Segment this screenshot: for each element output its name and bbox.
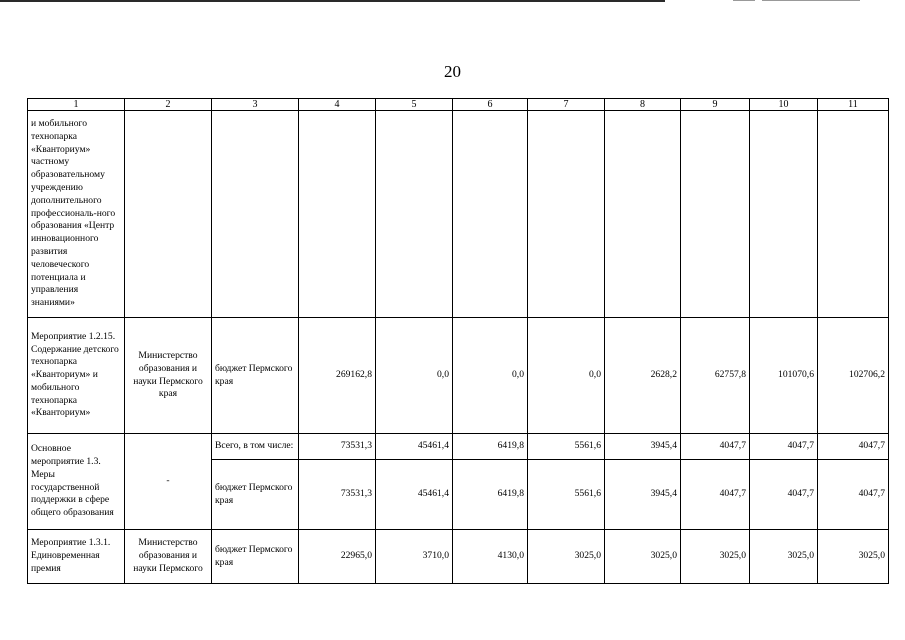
- value-cell: 4047,7: [750, 434, 818, 460]
- value-cell: 0,0: [528, 318, 605, 434]
- value-cell: 102706,2: [818, 318, 889, 434]
- funding-source: бюджет Пермского края: [212, 318, 299, 434]
- column-header: 8: [605, 99, 681, 111]
- column-header: 1: [28, 99, 125, 111]
- activity-name: Основное мероприятие 1.3. Меры государственной поддержки в сфере общего образования: [28, 434, 125, 530]
- column-header: 2: [125, 99, 212, 111]
- value-cell: 45461,4: [376, 434, 453, 460]
- empty-cell: [212, 111, 299, 318]
- column-header: 3: [212, 99, 299, 111]
- empty-cell: [453, 111, 528, 318]
- column-header: 4: [299, 99, 376, 111]
- value-cell: 269162,8: [299, 318, 376, 434]
- value-cell: 3025,0: [818, 530, 889, 584]
- column-header: 5: [376, 99, 453, 111]
- empty-cell: [528, 111, 605, 318]
- activity-name: Мероприятие 1.3.1. Единовременная премия: [28, 530, 125, 584]
- executor: -: [125, 434, 212, 530]
- column-header: 11: [818, 99, 889, 111]
- value-cell: 4047,7: [750, 460, 818, 530]
- value-cell: 6419,8: [453, 434, 528, 460]
- funding-source: Всего, в том числе:: [212, 434, 299, 460]
- empty-cell: [818, 111, 889, 318]
- value-cell: 3025,0: [605, 530, 681, 584]
- value-cell: 6419,8: [453, 460, 528, 530]
- value-cell: 3945,4: [605, 434, 681, 460]
- column-number-row: [28, 99, 889, 111]
- budget-table: [27, 98, 889, 584]
- value-cell: 22965,0: [299, 530, 376, 584]
- activity-name: Мероприятие 1.2.15. Содержание детского технопарка «Кванториум» и мобильного технопарка «Кванториум»: [28, 318, 125, 434]
- activity-name: и мобильного технопарка «Кванториум» частному образовательному учреждению дополнительного профессиональ-ного образования «Центр инновационного развития человеческого потенциала и управления знаниями»: [28, 111, 125, 318]
- value-cell: 45461,4: [376, 460, 453, 530]
- value-cell: 3710,0: [376, 530, 453, 584]
- value-cell: 5561,6: [528, 434, 605, 460]
- value-cell: 0,0: [376, 318, 453, 434]
- empty-cell: [605, 111, 681, 318]
- value-cell: 2628,2: [605, 318, 681, 434]
- value-cell: 5561,6: [528, 460, 605, 530]
- empty-cell: [125, 111, 212, 318]
- value-cell: 3025,0: [681, 530, 750, 584]
- column-header: 9: [681, 99, 750, 111]
- empty-cell: [376, 111, 453, 318]
- value-cell: 4130,0: [453, 530, 528, 584]
- empty-cell: [750, 111, 818, 318]
- value-cell: 73531,3: [299, 434, 376, 460]
- value-cell: 4047,7: [681, 460, 750, 530]
- scan-edge-line: [0, 0, 665, 2]
- empty-cell: [681, 111, 750, 318]
- value-cell: 73531,3: [299, 460, 376, 530]
- column-header: 7: [528, 99, 605, 111]
- value-cell: 62757,8: [681, 318, 750, 434]
- scan-edge-line: [762, 0, 860, 1]
- value-cell: 4047,7: [818, 460, 889, 530]
- column-header: 10: [750, 99, 818, 111]
- table-row-1-2-15: [28, 318, 889, 434]
- value-cell: 4047,7: [818, 434, 889, 460]
- funding-source: бюджет Пермского края: [212, 460, 299, 530]
- page-number: 20: [444, 62, 461, 81]
- empty-cell: [299, 111, 376, 318]
- column-header: 6: [453, 99, 528, 111]
- scan-edge-line: [733, 0, 755, 1]
- value-cell: 3025,0: [528, 530, 605, 584]
- executor: Министерство образования и науки Пермского края: [125, 318, 212, 434]
- funding-source: бюджет Пермского края: [212, 530, 299, 584]
- value-cell: 0,0: [453, 318, 528, 434]
- table-row-1-3-1: [28, 530, 889, 584]
- value-cell: 4047,7: [681, 434, 750, 460]
- executor: Министерство образования и науки Пермского: [125, 530, 212, 584]
- table-row-continuation: [28, 111, 889, 318]
- value-cell: 3025,0: [750, 530, 818, 584]
- value-cell: 101070,6: [750, 318, 818, 434]
- table-row-1-3-total: [28, 434, 889, 460]
- value-cell: 3945,4: [605, 460, 681, 530]
